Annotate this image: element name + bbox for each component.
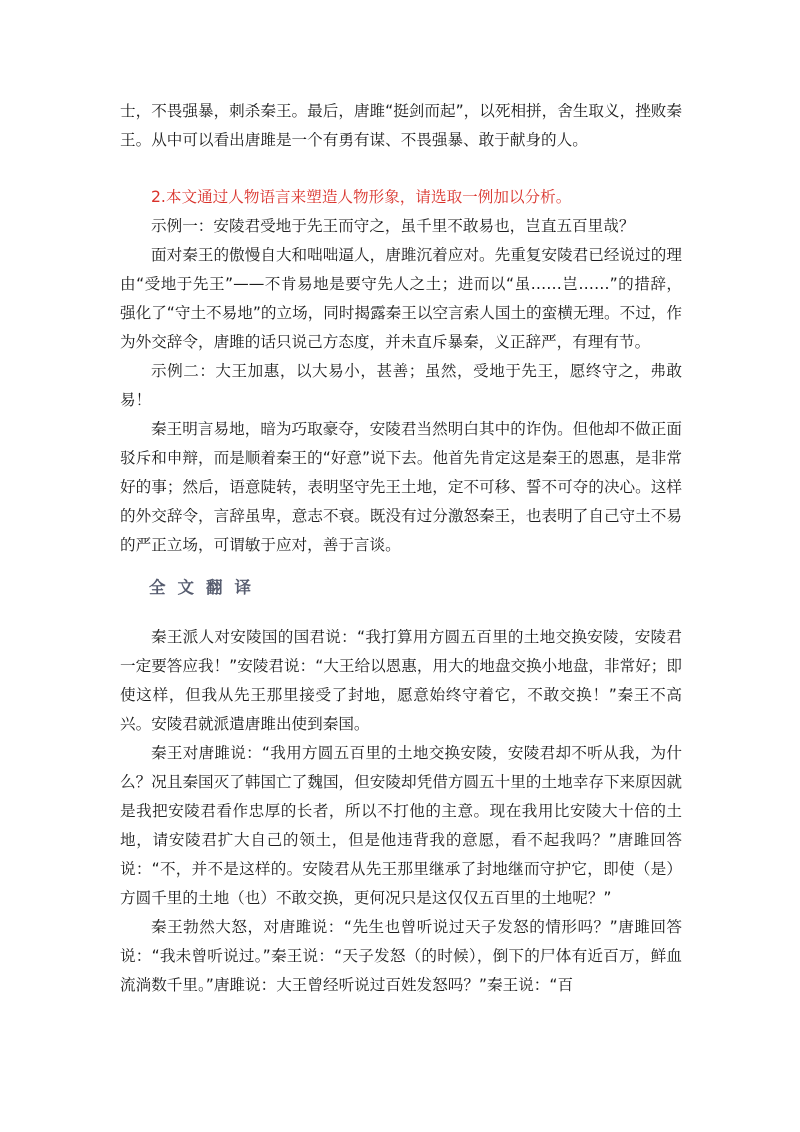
translation-paragraph-1: 秦王派人对安陵国的国君说：“我打算用方圆五百里的土地交换安陵，安陵君一定要答应我！”安陵君说：“大王给以恩惠，用大的地盘交换小地盘，非常好；即使这样，但我从先王那里接受了封地，愿意始终守着它，不敢交换！”秦王不高兴。安陵君就派遣唐雎出使到秦国。 [120, 628, 682, 733]
translation-paragraph-3: 秦王勃然大怒，对唐雎说：“先生也曾听说过天子发怒的情形吗？”唐雎回答说：“我未曾听说过。”秦王说：“天子发怒（的时候），倒下的尸体有近百万，鲜血流淌数千里。”唐雎说：大王曾经听说过百姓发怒吗？”秦王说：“百 [120, 918, 682, 994]
translation-heading: 全文翻译 [149, 578, 263, 597]
analysis-answer-end [120, 97, 682, 155]
example-2-analysis: 秦王明言易地，暗为巧取豪夺，安陵君当然明白其中的诈伪。但他却不做正面驳斥和申辩，而是顺着秦王的“好意”说下去。他首先肯定这是秦王的恩惠，是非常好的事；然后，语意陡转，表明坚守先王土地，定不可移、誓不可夺的决心。这样的外交辞令，言辞虽卑，意志不衰。既没有过分激怒秦王，也表明了自己守土不易的严正立场，可谓敏于应对，善于言谈。 [120, 420, 682, 554]
translation-body [120, 623, 682, 1000]
example-1-quote: 示例一：安陵君受地于先王而守之，虽千里不敢易也，岂直五百里哉？ [151, 217, 635, 235]
paragraph-answer-1-end: 士，不畏强暴，刺杀秦王。最后，唐雎“挺剑而起”，以死相拼，舍生取义，挫败秦王。从中可以看出唐雎是一个有勇有谋、不畏强暴、敢于献身的人。 [120, 102, 682, 149]
analysis-question-2 [120, 183, 682, 560]
example-2-quote: 示例二：大王加惠，以大易小，甚善；虽然，受地于先王，愿终守之，弗敢易！ [120, 362, 682, 409]
question-2-heading: 2.本文通过人物语言来塑造人物形象，请选取一例加以分析。 [151, 188, 572, 206]
example-1-analysis: 面对秦王的傲慢自大和咄咄逼人，唐雎沉着应对。先重复安陵君已经说过的理由“受地于先王”——不肯易地是要守先人之土；进而以“虽……岂……”的措辞，强化了“守土不易地”的立场，同时揭露秦王以空言索人国土的蛮横无理。不过，作为外交辞令，唐雎的话只说己方态度，并未直斥暴秦，义正辞严，有理有节。 [120, 246, 682, 351]
translation-paragraph-2: 秦王对唐雎说：“我用方圆五百里的土地交换安陵，安陵君却不听从我，为什么？况且秦国灭了韩国亡了魏国，但安陵却凭借方圆五十里的土地幸存下来原因就是我把安陵君看作忠厚的长者，所以不打他的主意。现在我用比安陵大十倍的土地，请安陵君扩大自己的领土，但是他违背我的意愿，看不起我吗？”唐雎回答说：“不，并不是这样的。安陵君从先王那里继承了封地继而守护它，即使（是）方圆千里的土地（也）不敢交换，更何况只是这仅仅五百里的土地呢？” [120, 744, 682, 907]
